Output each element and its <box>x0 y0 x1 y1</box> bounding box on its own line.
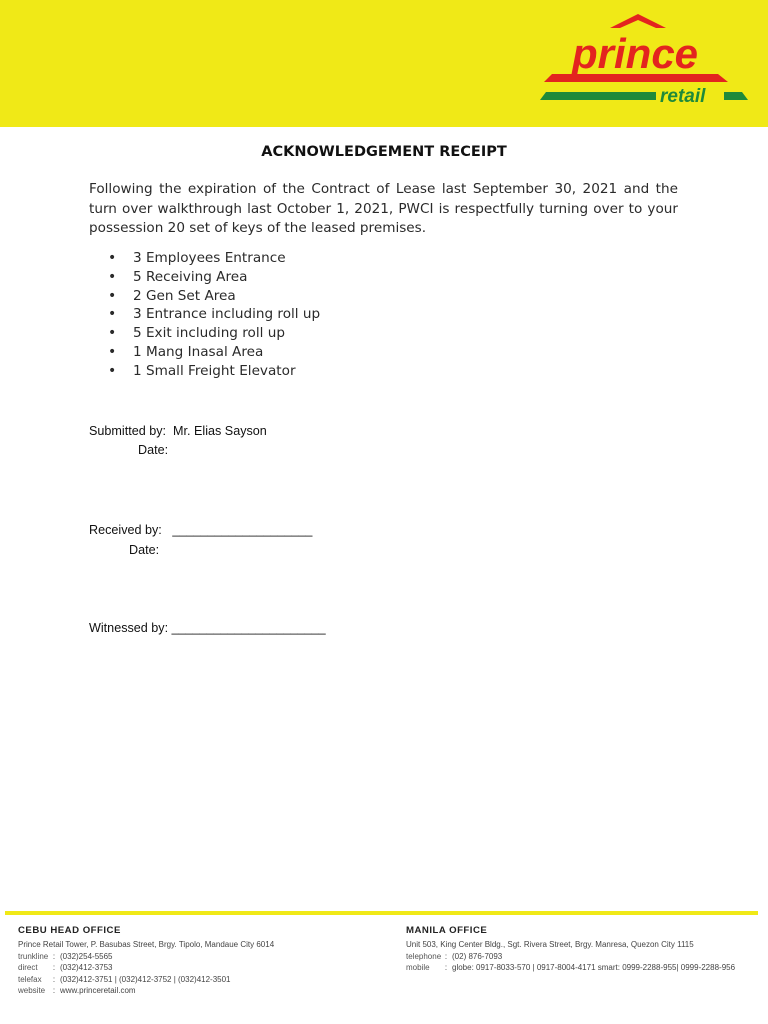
list-item <box>108 268 320 287</box>
list-item <box>108 249 320 268</box>
witnessed-by-label: Witnessed by: <box>89 621 169 635</box>
office-contact-separator: : <box>52 951 56 961</box>
received-by-label: Received by: <box>89 523 162 537</box>
logo-green-bar-right <box>724 92 748 100</box>
office-contact-separator: : <box>444 963 448 972</box>
office-contact-row <box>18 962 274 974</box>
office-contact-row <box>18 951 274 963</box>
office-contact-value: (02) 876-7093 <box>452 951 503 961</box>
document-title: ACKNOWLEDGEMENT RECEIPT <box>261 144 507 160</box>
list-item <box>108 362 320 381</box>
submitted-by-label: Submitted by: <box>89 424 167 438</box>
manila-office-block <box>406 925 735 974</box>
logo-word-retail: retail <box>660 86 706 107</box>
witnessed-by-row <box>89 621 326 635</box>
cebu-office-address: Prince Retail Tower, P. Basubas Street, Brgy. Tipolo, Mandaue City 6014 <box>18 940 275 949</box>
manila-office-address: Unit 503, King Center Bldg., Sgt. Rivera Street, Brgy. Manresa, Quezon City 1115 <box>406 940 694 949</box>
office-contact-value: globe: 0917-8033-570 | 0917-8004-4171 smart: 0999-2288-955| 0999-2288-956 <box>452 963 736 972</box>
office-contact-label: telefax <box>18 974 42 984</box>
office-contact-value: www.princeretail.com <box>60 986 136 995</box>
list-item-text: 3 Entrance including roll up <box>133 306 321 323</box>
witnessed-by-line: ______________________ <box>171 621 326 635</box>
office-contact-value: (032)412-3751 | (032)412-3752 | (032)412-3501 <box>60 974 231 984</box>
cebu-office-name: CEBU HEAD OFFICE <box>18 925 121 936</box>
list-item-text: 1 Mang Inasal Area <box>133 343 264 360</box>
logo-roof-icon <box>610 14 666 28</box>
office-contact-row <box>18 974 274 986</box>
office-contact-label: telephone <box>406 951 442 961</box>
manila-office-name: MANILA OFFICE <box>406 925 488 936</box>
office-contact-value: (032)412-3753 <box>60 963 113 972</box>
bullet-icon: • <box>108 268 117 285</box>
bullet-icon: • <box>108 250 117 266</box>
office-contact-separator: : <box>52 963 56 972</box>
logo-word-prince: prince <box>572 30 699 77</box>
logo-green-bar-left <box>540 92 656 100</box>
office-contact-separator: : <box>444 951 448 961</box>
bullet-icon: • <box>108 325 117 342</box>
cebu-office-block <box>18 925 274 997</box>
list-item <box>108 305 320 324</box>
office-contact-separator: : <box>52 986 56 995</box>
office-contact-label: mobile <box>406 963 430 972</box>
submitted-date-label: Date: <box>138 443 169 457</box>
list-item <box>108 343 320 362</box>
list-item-text: 3 Employees Entrance <box>133 250 286 266</box>
bullet-icon: • <box>108 362 117 379</box>
bullet-icon: • <box>108 306 117 323</box>
received-by-row <box>89 523 312 537</box>
list-item <box>108 287 320 306</box>
office-contact-row <box>406 951 735 963</box>
received-by-line: ____________________ <box>172 523 313 537</box>
bullet-icon: • <box>108 343 117 360</box>
office-contact-value: (032)254-5565 <box>60 951 113 961</box>
list-item-text: 1 Small Freight Elevator <box>133 362 296 379</box>
received-date-label: Date: <box>129 543 160 557</box>
office-contact-row <box>18 985 274 997</box>
submitted-by-name: Mr. Elias Sayson <box>173 424 267 438</box>
office-contact-row <box>406 962 735 974</box>
body-paragraph: Following the expiration of the Contract of Lease last September 30, 2021 and the turn over walkthrough last October 1, 2021, PWCI is respectfully turning over to your possession 20 set of keys of the leased premises. <box>89 181 678 236</box>
prince-retail-logo <box>528 10 752 110</box>
office-contact-label: direct <box>18 963 38 972</box>
list-item-text: 5 Receiving Area <box>133 268 248 285</box>
keys-list <box>108 249 320 381</box>
list-item-text: 5 Exit including roll up <box>133 325 285 342</box>
list-item-text: 2 Gen Set Area <box>133 287 236 304</box>
office-contact-separator: : <box>52 974 56 984</box>
office-contact-label: trunkline <box>18 951 49 961</box>
footer-rule <box>5 911 758 915</box>
submitted-by-row <box>89 424 267 438</box>
office-contact-label: website <box>18 986 46 995</box>
bullet-icon: • <box>108 287 117 304</box>
list-item <box>108 324 320 343</box>
